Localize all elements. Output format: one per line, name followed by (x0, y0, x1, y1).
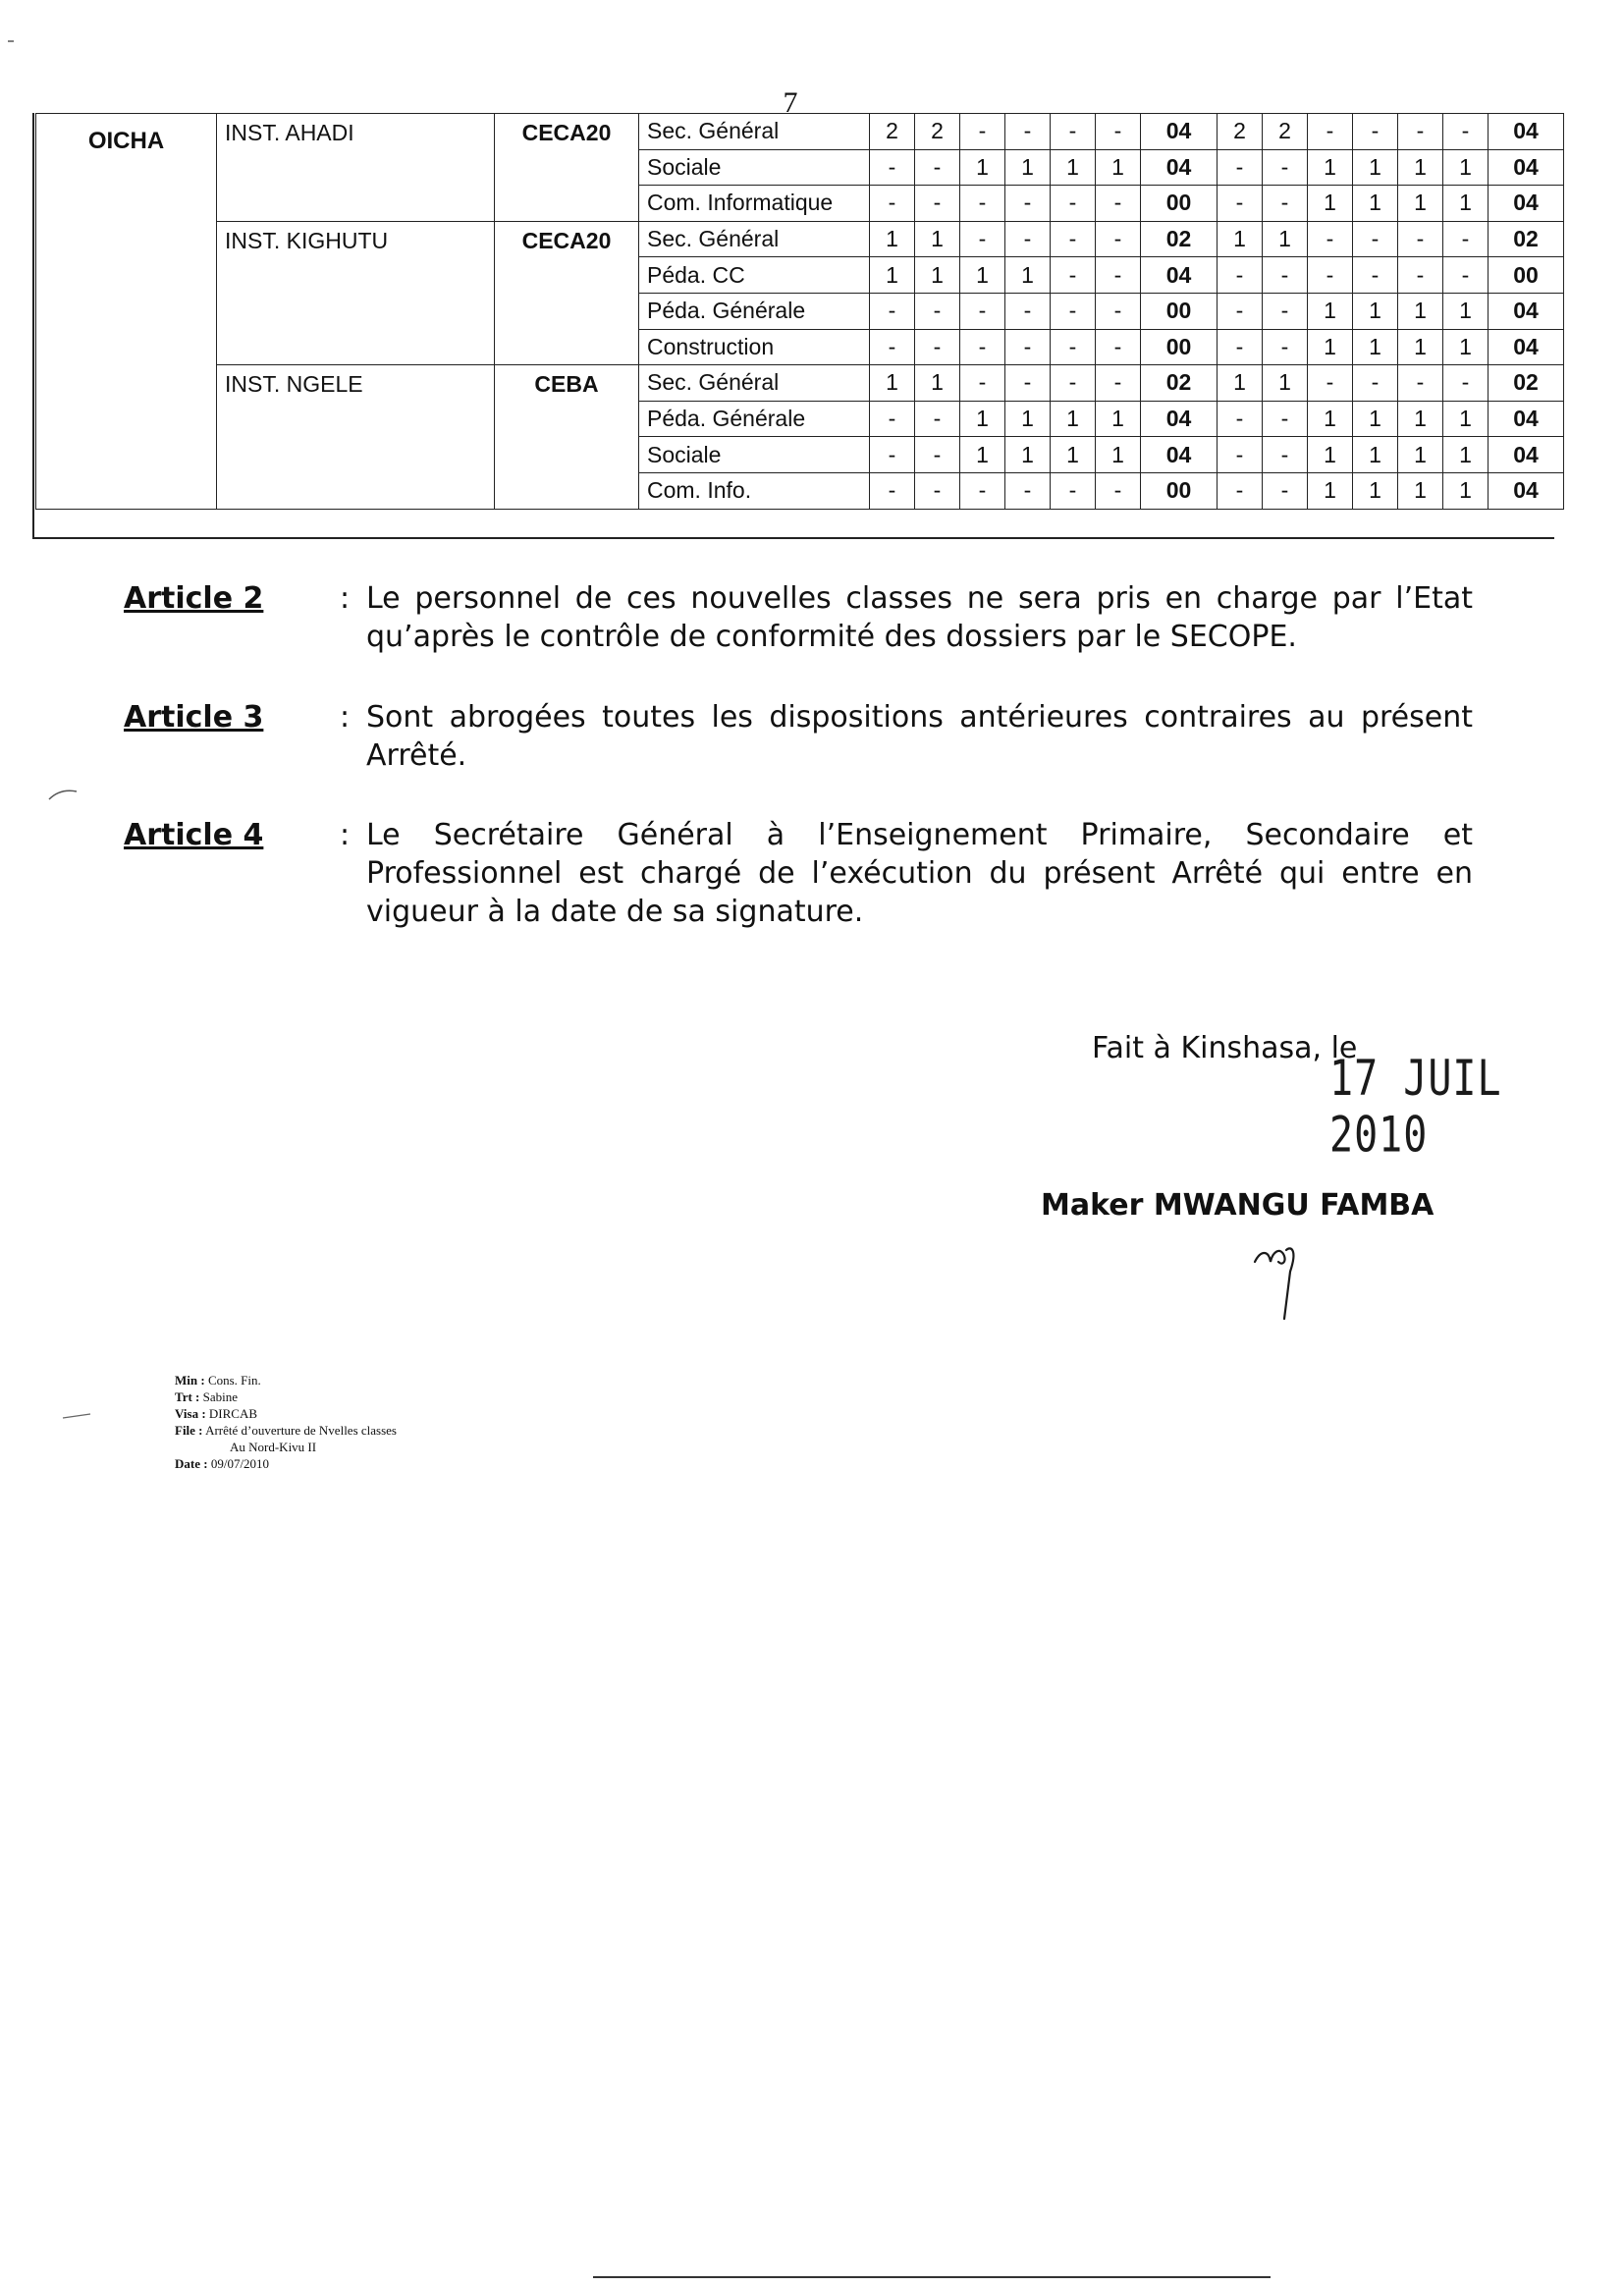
class-count-cell: 1 (960, 401, 1005, 437)
total-cell: 04 (1141, 149, 1218, 186)
article-3 (124, 698, 1479, 777)
class-count-cell: 1 (1398, 149, 1443, 186)
total-cell: 00 (1141, 186, 1218, 222)
class-count-cell: - (1005, 329, 1051, 365)
class-count-cell: - (1353, 365, 1398, 402)
class-count-cell: 1 (1005, 401, 1051, 437)
class-count-cell: - (1096, 329, 1141, 365)
footer-references (175, 1372, 397, 1472)
scan-mark-footer (61, 1410, 100, 1424)
bottom-edge-line (593, 2276, 1271, 2278)
class-count-cell: 1 (870, 365, 915, 402)
footer-min-value: Cons. Fin. (207, 1373, 261, 1388)
class-count-cell: 1 (1308, 472, 1353, 509)
class-count-cell: 1 (1353, 472, 1398, 509)
total-cell: 00 (1141, 472, 1218, 509)
class-count-cell: - (1218, 293, 1263, 329)
class-count-cell: 1 (960, 437, 1005, 473)
class-count-cell: 1 (1353, 329, 1398, 365)
scan-mark-top (6, 35, 84, 55)
total-cell: 02 (1489, 221, 1564, 257)
class-count-cell: - (1263, 293, 1308, 329)
class-count-cell: 1 (1051, 149, 1096, 186)
class-count-cell: 1 (960, 149, 1005, 186)
total-cell: 04 (1489, 472, 1564, 509)
class-count-cell: - (1218, 401, 1263, 437)
class-count-cell: - (1398, 114, 1443, 150)
option-cell: Sec. Général (639, 365, 870, 402)
total-cell: 04 (1489, 329, 1564, 365)
class-count-cell: 1 (1443, 437, 1489, 473)
class-count-cell: 1 (1308, 329, 1353, 365)
class-count-cell: 1 (1218, 365, 1263, 402)
class-count-cell: - (1263, 401, 1308, 437)
total-cell: 04 (1141, 437, 1218, 473)
class-count-cell: 2 (915, 114, 960, 150)
class-count-cell: 1 (1308, 149, 1353, 186)
class-count-cell: 1 (1398, 186, 1443, 222)
class-count-cell: - (960, 365, 1005, 402)
total-cell: 04 (1489, 186, 1564, 222)
total-cell: 04 (1141, 257, 1218, 294)
place-line: Fait à Kinshasa, le (1092, 1031, 1358, 1065)
class-count-cell: - (1263, 329, 1308, 365)
article-4 (124, 816, 1479, 934)
class-count-cell: - (1051, 329, 1096, 365)
class-count-cell: - (1051, 257, 1096, 294)
class-count-cell: 1 (1398, 437, 1443, 473)
class-count-cell: 1 (960, 257, 1005, 294)
class-count-cell: - (915, 472, 960, 509)
class-count-cell: - (960, 329, 1005, 365)
class-count-cell: - (1005, 186, 1051, 222)
class-count-cell: - (870, 293, 915, 329)
footer-min (175, 1372, 397, 1389)
class-count-cell: 1 (1398, 401, 1443, 437)
class-count-cell: - (870, 149, 915, 186)
class-count-cell: - (1218, 329, 1263, 365)
class-count-cell: 1 (1353, 401, 1398, 437)
class-count-cell: 1 (1005, 257, 1051, 294)
class-count-cell: - (1353, 221, 1398, 257)
class-count-cell: - (1398, 365, 1443, 402)
article-2 (124, 579, 1479, 658)
option-cell: Sociale (639, 437, 870, 473)
footer-visa-value: DIRCAB (208, 1406, 258, 1421)
total-cell: 04 (1489, 149, 1564, 186)
class-count-cell: - (1096, 221, 1141, 257)
class-count-cell: - (1308, 257, 1353, 294)
footer-visa-label: Visa : (175, 1406, 206, 1421)
article-2-colon: : (340, 581, 351, 616)
class-count-cell: - (915, 186, 960, 222)
class-count-cell: - (870, 472, 915, 509)
article-3-label: Article 3 (124, 700, 264, 735)
class-count-cell: - (1443, 221, 1489, 257)
class-count-cell: - (1263, 472, 1308, 509)
class-count-cell: 1 (1308, 437, 1353, 473)
class-count-cell: - (1051, 221, 1096, 257)
class-count-cell: 1 (1263, 221, 1308, 257)
total-cell: 04 (1141, 114, 1218, 150)
class-count-cell: 1 (1096, 401, 1141, 437)
article-4-colon: : (340, 818, 351, 852)
class-count-cell: 1 (1353, 437, 1398, 473)
class-count-cell: - (1308, 114, 1353, 150)
classes-table (35, 113, 1564, 510)
class-count-cell: - (1096, 114, 1141, 150)
class-count-cell: 1 (1308, 401, 1353, 437)
footer-min-label: Min : (175, 1373, 205, 1388)
class-count-cell: - (1353, 114, 1398, 150)
school-name-cell: INST. KIGHUTU (217, 221, 495, 364)
class-count-cell: 1 (1308, 186, 1353, 222)
article-4-text: Le Secrétaire Général à l’Enseignement Primaire, Secondaire et Professionnel est chargé de l’exécution du présent Arrêté qui entre en vigueur à la date de sa signature. (366, 818, 1473, 929)
class-count-cell: 1 (1096, 437, 1141, 473)
total-cell: 04 (1141, 401, 1218, 437)
footer-date (175, 1455, 397, 1472)
class-count-cell: - (1308, 365, 1353, 402)
class-count-cell: - (870, 186, 915, 222)
total-cell: 00 (1141, 293, 1218, 329)
school-code-cell: CECA20 (495, 221, 639, 364)
class-count-cell: 1 (1096, 149, 1141, 186)
class-count-cell: 1 (1353, 293, 1398, 329)
class-count-cell: - (1443, 114, 1489, 150)
option-cell: Sociale (639, 149, 870, 186)
class-count-cell: 1 (870, 221, 915, 257)
class-count-cell: - (915, 149, 960, 186)
class-count-cell: - (1051, 365, 1096, 402)
class-count-cell: 1 (1263, 365, 1308, 402)
class-count-cell: 1 (1308, 293, 1353, 329)
footer-file-label: File : (175, 1423, 203, 1438)
class-count-cell: 2 (1263, 114, 1308, 150)
class-count-cell: - (1263, 437, 1308, 473)
class-count-cell: - (1218, 149, 1263, 186)
class-count-cell: - (1005, 365, 1051, 402)
class-count-cell: - (1443, 257, 1489, 294)
class-count-cell: - (1308, 221, 1353, 257)
class-count-cell: - (1005, 221, 1051, 257)
table-row (36, 365, 1564, 402)
option-cell: Péda. CC (639, 257, 870, 294)
class-count-cell: - (1051, 293, 1096, 329)
total-cell: 04 (1489, 114, 1564, 150)
class-count-cell: 1 (1353, 186, 1398, 222)
school-code-cell: CECA20 (495, 114, 639, 222)
class-count-cell: - (1096, 293, 1141, 329)
scan-mark-left (45, 786, 84, 805)
total-cell: 02 (1141, 365, 1218, 402)
class-count-cell: - (915, 329, 960, 365)
option-cell: Sec. Général (639, 221, 870, 257)
class-count-cell: 1 (1051, 401, 1096, 437)
class-count-cell: 2 (870, 114, 915, 150)
article-3-text: Sont abrogées toutes les dispositions antérieures contraires au présent Arrêté. (366, 700, 1473, 773)
table-row (36, 114, 1564, 150)
class-count-cell: - (915, 293, 960, 329)
class-count-cell: - (1096, 365, 1141, 402)
total-cell: 00 (1489, 257, 1564, 294)
date-stamp: 17 JUIL 2010 (1329, 1051, 1502, 1164)
class-count-cell: - (1096, 257, 1141, 294)
article-2-label: Article 2 (124, 581, 264, 616)
total-cell: 02 (1489, 365, 1564, 402)
page-number: 7 (783, 86, 798, 119)
article-4-label: Article 4 (124, 818, 264, 852)
class-count-cell: 1 (1005, 437, 1051, 473)
total-cell: 04 (1489, 293, 1564, 329)
class-count-cell: 2 (1218, 114, 1263, 150)
class-count-cell: - (1218, 186, 1263, 222)
class-count-cell: - (1398, 221, 1443, 257)
class-count-cell: 1 (1443, 149, 1489, 186)
class-count-cell: - (870, 329, 915, 365)
class-count-cell: - (1443, 365, 1489, 402)
option-cell: Péda. Générale (639, 293, 870, 329)
class-count-cell: - (1005, 472, 1051, 509)
class-count-cell: 1 (1443, 293, 1489, 329)
total-cell: 04 (1489, 401, 1564, 437)
class-count-cell: 1 (1353, 149, 1398, 186)
class-count-cell: - (1218, 437, 1263, 473)
class-count-cell: - (1353, 257, 1398, 294)
city-cell: OICHA (36, 114, 217, 510)
class-count-cell: - (1263, 186, 1308, 222)
option-cell: Construction (639, 329, 870, 365)
footer-date-value: 09/07/2010 (210, 1456, 270, 1471)
class-count-cell: 1 (870, 257, 915, 294)
class-count-cell: - (960, 293, 1005, 329)
class-count-cell: - (870, 401, 915, 437)
total-cell: 04 (1489, 437, 1564, 473)
class-count-cell: 1 (1005, 149, 1051, 186)
footer-trt-value: Sabine (202, 1389, 239, 1404)
class-count-cell: - (1398, 257, 1443, 294)
class-count-cell: 1 (1051, 437, 1096, 473)
class-count-cell: - (1096, 472, 1141, 509)
class-count-cell: 1 (915, 221, 960, 257)
total-cell: 02 (1141, 221, 1218, 257)
class-count-cell: - (1218, 257, 1263, 294)
footer-visa (175, 1405, 397, 1422)
school-name-cell: INST. AHADI (217, 114, 495, 222)
option-cell: Com. Info. (639, 472, 870, 509)
option-cell: Com. Informatique (639, 186, 870, 222)
class-count-cell: - (870, 437, 915, 473)
table-row (36, 221, 1564, 257)
class-count-cell: - (1005, 114, 1051, 150)
class-count-cell: 1 (1443, 401, 1489, 437)
class-count-cell: - (1051, 472, 1096, 509)
class-count-cell: - (960, 114, 1005, 150)
class-count-cell: 1 (915, 365, 960, 402)
class-count-cell: - (1051, 114, 1096, 150)
footer-file-value: Arrêté d’ouverture de Nvelles classes (205, 1423, 397, 1438)
footer-file-cont: Au Nord-Kivu II (230, 1440, 317, 1454)
class-count-cell: 1 (1443, 472, 1489, 509)
option-cell: Péda. Générale (639, 401, 870, 437)
class-count-cell: 1 (1398, 472, 1443, 509)
class-count-cell: - (1263, 257, 1308, 294)
footer-trt-label: Trt : (175, 1389, 200, 1404)
class-count-cell: - (915, 437, 960, 473)
class-count-cell: - (960, 472, 1005, 509)
school-name-cell: INST. NGELE (217, 365, 495, 509)
class-count-cell: - (1263, 149, 1308, 186)
article-2-text: Le personnel de ces nouvelles classes ne sera pris en charge par l’Etat qu’après le contrôle de conformité des dossiers par le SECOPE. (366, 581, 1473, 654)
class-count-cell: 1 (1443, 329, 1489, 365)
class-count-cell: - (915, 401, 960, 437)
class-count-cell: - (1096, 186, 1141, 222)
school-code-cell: CEBA (495, 365, 639, 509)
article-3-colon: : (340, 700, 351, 735)
class-count-cell: 1 (1443, 186, 1489, 222)
class-count-cell: 1 (915, 257, 960, 294)
footer-trt (175, 1389, 397, 1405)
class-count-cell: - (1051, 186, 1096, 222)
footer-date-label: Date : (175, 1456, 208, 1471)
footer-file (175, 1422, 397, 1439)
classes-table-frame (32, 113, 1554, 539)
class-count-cell: - (1218, 472, 1263, 509)
signer-name: Maker MWANGU FAMBA (1041, 1188, 1435, 1223)
class-count-cell: 1 (1398, 293, 1443, 329)
class-count-cell: 1 (1218, 221, 1263, 257)
option-cell: Sec. Général (639, 114, 870, 150)
class-count-cell: - (1005, 293, 1051, 329)
class-count-cell: - (960, 186, 1005, 222)
total-cell: 00 (1141, 329, 1218, 365)
class-count-cell: - (960, 221, 1005, 257)
handwritten-signature (1247, 1232, 1326, 1321)
class-count-cell: 1 (1398, 329, 1443, 365)
